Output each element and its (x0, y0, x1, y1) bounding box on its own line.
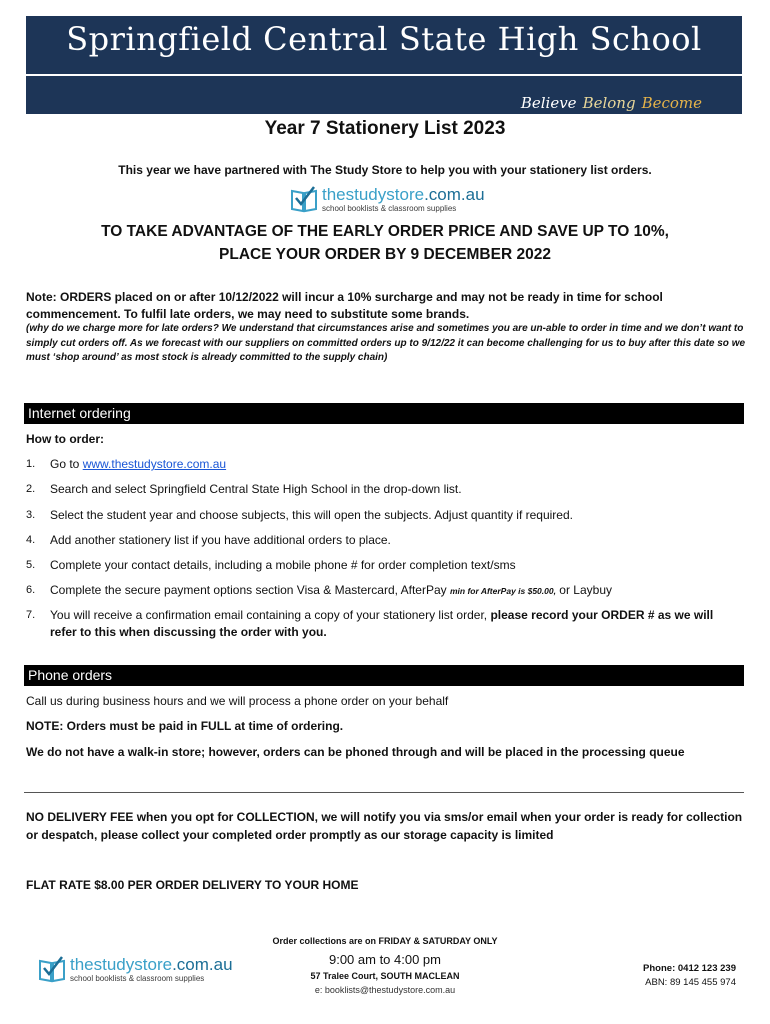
step-text: Go to (50, 457, 83, 471)
step-2 (26, 481, 741, 498)
footer-study-store-logo (38, 955, 233, 983)
motto-believe: Believe (520, 94, 577, 112)
how-to-order-label: How to order: (26, 432, 104, 446)
collection-hours: 9:00 am to 4:00 pm (328, 952, 441, 967)
book-check-icon (38, 955, 66, 983)
step-number: 3. (26, 509, 36, 521)
collection-details (230, 936, 540, 995)
walk-in-note: We do not have a walk-in store; however, orders can be phoned through and will be placed in the processing queue (26, 745, 685, 759)
headline-line-2: PLACE YOUR ORDER BY 9 DECEMBER 2022 (219, 246, 551, 263)
school-motto (521, 94, 702, 112)
store-address: 57 Tralee Court, SOUTH MACLEAN (310, 971, 460, 981)
step-number: 4. (26, 534, 36, 546)
logo-domain: .com.au (424, 184, 485, 204)
step-number: 2. (26, 483, 36, 495)
section-divider (24, 792, 744, 793)
step-text: Select the student year and choose subjects, this will open the subjects. Adjust quantity if required. (50, 508, 573, 522)
motto-become: Become (641, 94, 702, 112)
record-order-note: please record your ORDER # as we will refer to this when discussing the order with you. (50, 608, 714, 639)
step-text: Search and select Springfield Central State High School in the drop-down list. (50, 482, 462, 496)
collection-info: NO DELIVERY FEE when you opt for COLLECTION, we will notify you via sms/or email when your order is ready for collection or despatch, please collect your completed order promptly as our storage capacity is limited (26, 810, 743, 842)
step-4 (26, 532, 741, 549)
logo-name: thestudystore (322, 184, 425, 204)
study-store-link[interactable]: www.thestudystore.com.au (82, 457, 227, 471)
flat-rate-delivery: FLAT RATE $8.00 PER ORDER DELIVERY TO YOUR HOME (26, 878, 359, 892)
step-6 (26, 582, 741, 600)
internet-ordering-heading: Internet ordering (24, 403, 744, 424)
step-3 (26, 507, 741, 524)
logo-domain: .com.au (172, 954, 233, 974)
intro-text: This year we have partnered with The Study Store to help you with your stationery list orders. (118, 163, 652, 177)
logo-tagline: school booklists & classroom supplies (322, 203, 457, 213)
school-banner (26, 16, 742, 114)
step-5 (26, 557, 741, 574)
step-text: Complete the secure payment options section Visa & Mastercard, AfterPay (50, 583, 450, 597)
step-number: 6. (26, 584, 36, 596)
step-text-end: or Laybuy (555, 583, 613, 597)
contact-details (643, 962, 736, 990)
surcharge-note: Note: ORDERS placed on or after 10/12/2022 will incur a 10% surcharge and may not be ready in time for school commencement. To fulfil late orders, we may need to substitute some brands. (26, 290, 663, 321)
store-phone: Phone: 0412 123 239 (643, 963, 736, 974)
book-check-icon (290, 185, 318, 213)
store-email[interactable]: e: booklists@thestudystore.com.au (314, 985, 456, 995)
step-text: Complete your contact details, including a mobile phone # for order completion text/sms (50, 558, 516, 572)
step-text: Add another stationery list if you have additional orders to place. (50, 533, 391, 547)
step-number: 7. (26, 609, 36, 621)
motto-belong: Belong (582, 94, 636, 112)
step-text: You will receive a confirmation email containing a copy of your stationery list order, (50, 608, 491, 622)
page-title: Year 7 Stationery List 2023 (264, 118, 506, 139)
school-name: Springfield Central State High School (66, 20, 702, 58)
afterpay-minimum: min for AfterPay is $50.00, (449, 586, 556, 596)
early-order-headline (30, 220, 740, 266)
logo-tagline: school booklists & classroom supplies (70, 973, 205, 983)
headline-line-1: TO TAKE ADVANTAGE OF THE EARLY ORDER PRICE AND SAVE UP TO 10%, (101, 223, 669, 240)
logo-name: thestudystore (70, 954, 173, 974)
phone-order-info: Call us during business hours and we will process a phone order on your behalf (26, 694, 449, 708)
phone-orders-heading: Phone orders (24, 665, 744, 686)
step-number: 5. (26, 559, 36, 571)
step-7 (26, 607, 741, 641)
store-abn: ABN: 89 145 455 974 (645, 977, 736, 988)
collection-days: Order collections are on FRIDAY & SATURDAY ONLY (272, 936, 498, 946)
study-store-logo (290, 185, 485, 213)
payment-note: NOTE: Orders must be paid in FULL at time of ordering. (26, 719, 344, 733)
step-1 (26, 456, 741, 473)
late-order-explanation: (why do we charge more for late orders? We understand that circumstances arise and sometimes you are un-able to order in time and we don’t want to simply cut orders off. As we forecast with our suppliers on committed orders up to 9/12/22 it can become challenging for us to buy after this date so we must ‘shop around’ as most stock is already committed to the supply chain) (26, 323, 746, 363)
banner-divider (26, 74, 742, 76)
step-number: 1. (26, 458, 36, 470)
